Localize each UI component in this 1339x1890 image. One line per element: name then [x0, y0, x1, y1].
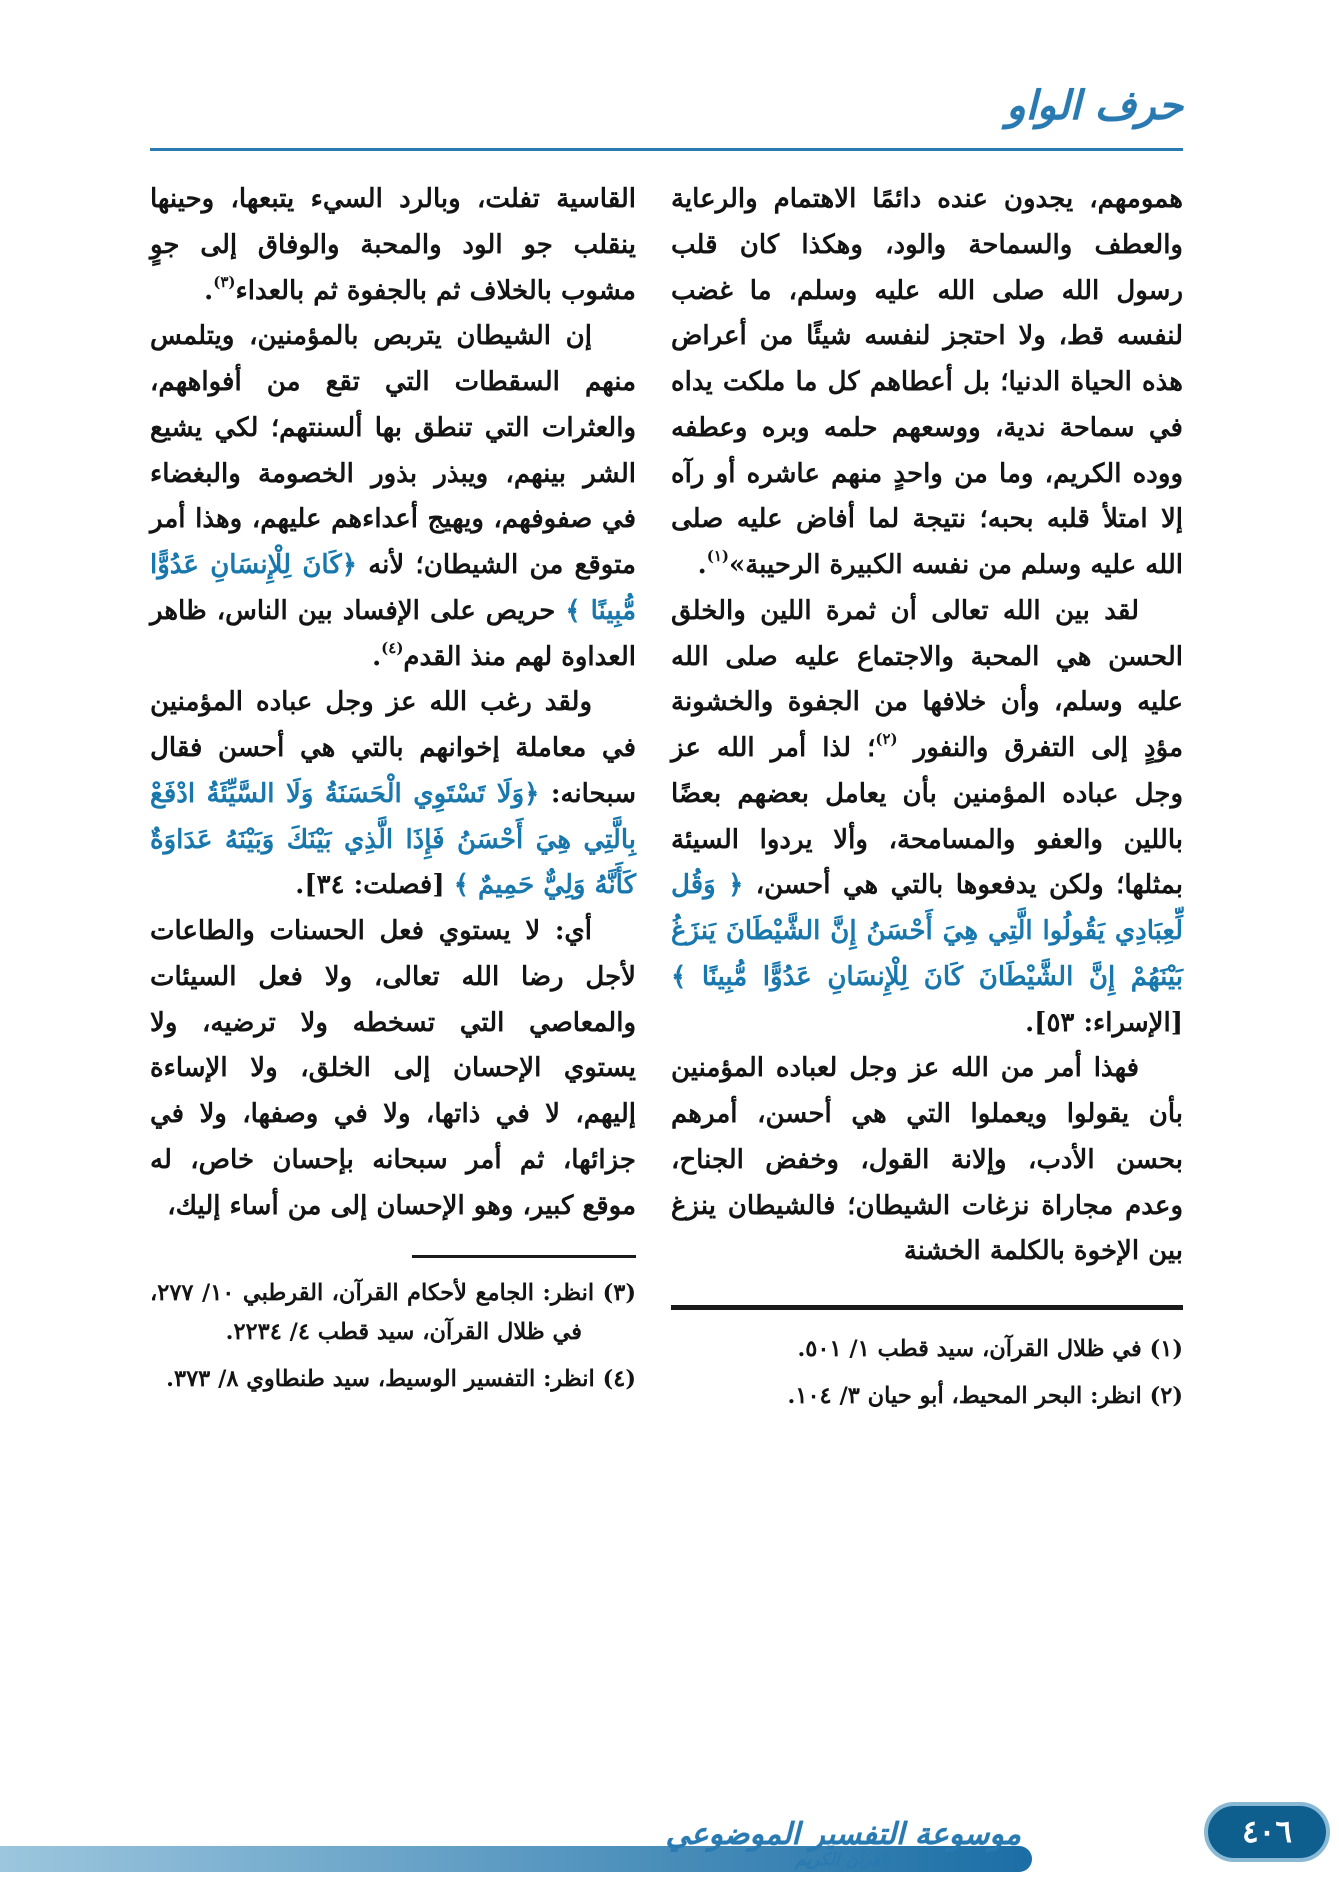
- page-number-badge: [1204, 1802, 1330, 1862]
- body-text: (١) في ظلال القرآن، سيد قطب ١/ ٥٠١.: [797, 1336, 1183, 1362]
- verse-reference: [الإسراء: ٥٣].: [1025, 1007, 1183, 1038]
- paragraph: [150, 177, 636, 314]
- quran-verse: ﴿وَلَا تَسْتَوِي الْحَسَنَةُ وَلَا السَّيِّئَةُ ادْفَعْ بِالَّتِي هِيَ أَحْسَنُ فَإِذَا الَّذِي بَيْنَكَ وَبَيْنَهُ عَدَاوَةٌ كَأَنَّهُ وَلِيٌّ حَمِيمٌ ﴾: [150, 778, 636, 901]
- column-right-body: [671, 177, 1183, 1275]
- footnote-marker: (٣): [213, 272, 236, 291]
- paragraph: [671, 1046, 1183, 1275]
- verse-reference: [فصلت: ٣٤].: [295, 870, 454, 901]
- body-text: أي: لا يستوي فعل الحسنات والطاعات لأجل رضا الله تعالى، ولا فعل السيئات والمعاصي التي تسخطه ولا ترضيه، ولا يستوي الإحسان إلى الخلق، ولا الإساءة إليهم، لا في ذاتها، ولا في وصفها، ولا في جزائها، ثم أمر سبحانه بإحسان خاص، له موقع كبير، وهو الإحسان إلى من أساء إليك،: [150, 916, 636, 1221]
- quran-verse: ﴿كَانَ لِلْإِنسَانِ عَدُوًّا مُّبِينًا ﴾: [150, 550, 637, 626]
- body-text: .: [372, 641, 382, 672]
- footnote-separator-left: [412, 1255, 636, 1258]
- body-text: .: [697, 550, 707, 580]
- paragraph: [150, 909, 636, 1229]
- body-text: فهذا أمر من الله عز وجل لعباده المؤمنين بأن يقولوا ويعملوا التي هي أحسن، أمرهم بحسن الأدب، وإلانة القول، وخفض الجناح، وعدم مجاراة نزغات الشيطان؛ فالشيطان ينزغ بين الإخوة بالكلمة الخشنة: [671, 1053, 1183, 1267]
- footnote-separator-right: [671, 1305, 1183, 1310]
- page-number: ٤٠٦: [1242, 1814, 1292, 1850]
- paragraph: [150, 314, 636, 680]
- column-left-body: [150, 177, 636, 1229]
- footnote-marker: (١): [706, 547, 729, 566]
- quran-verse: ﴿ وَقُل لِّعِبَادِي يَقُولُوا الَّتِي هِيَ أَحْسَنُ إِنَّ الشَّيْطَانَ يَنزَغُ بَيْنَهُمْ إِنَّ الشَّيْطَانَ كَانَ لِلْإِنسَانِ عَدُوًّا مُّبِينًا ﴾: [671, 870, 1183, 992]
- footnote: [150, 1274, 636, 1351]
- header-rule: [150, 148, 1183, 151]
- text-columns: [150, 177, 1183, 1423]
- logo-title: موسوعة التفسير الموضوعي: [665, 1817, 1021, 1853]
- body-text: حريص على الإفساد بين الناس، ظاهر العداوة لهم منذ القدم: [150, 595, 636, 672]
- body-text: ولقد رغب الله عز وجل عباده المؤمنين في معاملة إخوانهم بالتي هي أحسن فقال سبحانه:: [150, 687, 636, 809]
- body-text: (٤) انظر: التفسير الوسيط، سيد طنطاوي ٨/ ٣٧٣.: [166, 1365, 636, 1392]
- footnote: [150, 1360, 636, 1399]
- body-text: ؛ لذا أمر الله عز وجل عباده المؤمنين بأن يعامل بعضهم بعضًا باللين والعفو والمسامحة، وألا يردوا السيئة بمثلها؛ ولكن يدفعوها بالتي هي أحسن،: [671, 733, 1183, 901]
- footnote-marker: (٢): [875, 730, 898, 749]
- body-text: همومهم، يجدون عنده دائمًا الاهتمام والرعاية والعطف والسماحة والود، وهكذا كان قلب رسول الله صلى الله عليه وسلم، ما غضب لنفسه قط، ولا احتجز لنفسه شيئًا من أعراض هذه الحياة الدنيا؛ بل أعطاهم كل ما ملكت يداه في سماحة ندية، ووسعهم حلمه وبره وعطفه ووده الكريم، وما من واحدٍ منهم عاشره أو رآه إلا امتلأ قلبه بحبه؛ نتيجة لما أفاض عليه صلى الله عليه وسلم من نفسه الكبيرة الرحيبة»: [671, 184, 1183, 580]
- paragraph: [671, 589, 1183, 1047]
- page-header: [150, 78, 1183, 142]
- column-right: [671, 177, 1183, 1423]
- column-left: [150, 177, 636, 1423]
- footnote: [671, 1330, 1183, 1369]
- body-text: القاسية تفلت، وبالرد السيء يتبعها، وحينها ينقلب جو الود والمحبة والوفاق إلى جوٍ مشوب بالخلاف ثم بالجفوة ثم بالعداء: [150, 184, 636, 306]
- column-right-footnotes: [671, 1330, 1183, 1415]
- column-left-footnotes: [150, 1274, 636, 1398]
- body-text: (٣) انظر: الجامع لأحكام القرآن، القرطبي ١٠/ ٢٧٧، في ظلال القرآن، سيد قطب ٤/ ٢٢٣٤.: [150, 1280, 636, 1345]
- paragraph: [150, 680, 636, 909]
- body-text: لقد بين الله تعالى أن ثمرة اللين والخلق الحسن هي المحبة والاجتماع عليه صلى الله عليه وسلم، وأن خلافها من الجفوة والخشونة مؤدٍ إلى التفرق والنفور: [671, 595, 1183, 763]
- footnote: [671, 1377, 1183, 1416]
- body-text: .: [204, 275, 214, 306]
- publisher-logo: [666, 1818, 1021, 1870]
- logo-subtitle: للقرآن الكريم: [795, 1850, 892, 1871]
- footnote-marker: (٤): [381, 638, 404, 657]
- body-text: (٢) انظر: البحر المحيط، أبو حيان ٣/ ١٠٤.: [787, 1382, 1183, 1409]
- body-text: إن الشيطان يتربص بالمؤمنين، ويتلمس منهم السقطات التي تقع من أفواههم، والعثرات التي تنطق بها ألسنتهم؛ لكي يشيع الشر بينهم، ويبذر بذور الخصومة والبغضاء في صفوفهم، ويهيج أعداءهم عليهم، وهذا أمر متوقع من الشيطان؛ لأنه: [150, 321, 636, 580]
- paragraph: [671, 177, 1183, 589]
- chapter-title: حرف الواو: [1006, 82, 1183, 129]
